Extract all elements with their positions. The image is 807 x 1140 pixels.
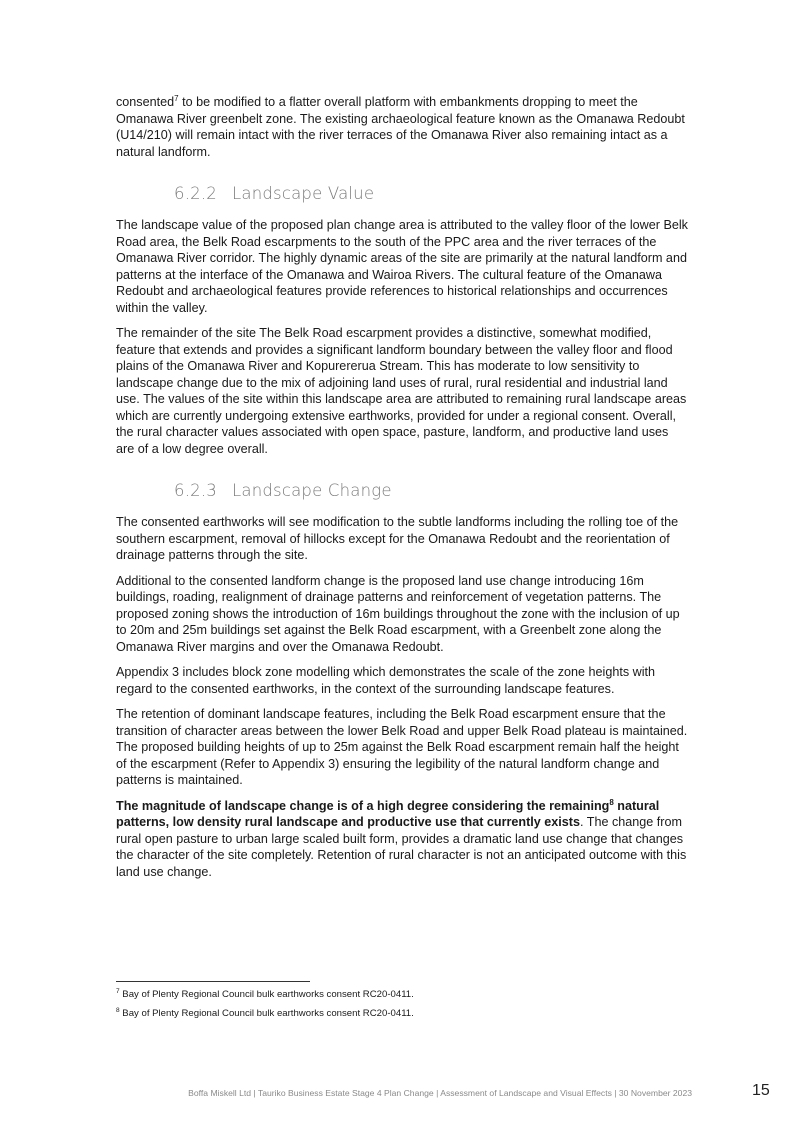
text-run: to be modified to a flatter overall platform with embankments dropping to meet the Omanawa River greenbelt zone. The existing archaeological feature known as the Omanawa Redoubt (U14/210) will remain intact with the river terraces of the Omanawa River also remaining intact as a natural landform. <box>116 95 685 159</box>
paragraph: Additional to the consented landform change is the proposed land use change introducing 16m buildings, roading, realignment of drainage patterns and reinforcement of vegetation patterns. The proposed zoning shows the introduction of 16m buildings throughout the zone with the inclusion of up to 20m and 25m buildings set against the Belk Road escarpment, with a Greenbelt zone along the Omanawa River margins and over the Omanawa Redoubt. <box>116 573 680 654</box>
footnote-text: Bay of Plenty Regional Council bulk earthworks consent RC20-0411. <box>119 989 414 1000</box>
section-number: 6.2.2 <box>174 184 217 203</box>
bold-statement: The magnitude of landscape change is of a high degree considering the remaining <box>116 798 610 813</box>
paragraph: The landscape value of the proposed plan change area is attributed to the valley floor of the lower Belk Road area, the Belk Road escarpments to the south of the PPC area and the river terraces of the Omanawa River corridor. The highly dynamic areas of the site are primarily at the natural landform and patterns at the interface of the Omanawa and Wairoa Rivers. The cultural feature of the Omanawa Redoubt and archaeological features provide references to historical relationships and occurrences within the valley. <box>116 218 688 315</box>
bold-statement: natural patterns, low density rural landscape and productive use that currently exists <box>116 798 660 829</box>
section-number: 6.2.3 <box>174 481 217 500</box>
footnote-divider <box>116 981 310 982</box>
paragraph: Appendix 3 includes block zone modelling which demonstrates the scale of the zone heights with regard to the consented earthworks, in the context of the surrounding landscape features. <box>116 665 656 696</box>
footnote-8 <box>116 1007 690 1020</box>
section-heading-6-2-3 <box>174 481 690 500</box>
intro-paragraph <box>116 94 690 160</box>
footnotes <box>116 988 690 1026</box>
footnote-7 <box>116 988 690 1001</box>
section-title: Landscape Change <box>232 481 392 500</box>
body-content <box>116 94 690 889</box>
paragraph: The retention of dominant landscape features, including the Belk Road escarpment ensure that the transition of character areas between the lower Belk Road and upper Belk Road plateau is maintained. The proposed building heights of up to 25m against the Belk Road escarpment remain half the height of the escarpment (Refer to Appendix 3) ensuring the legibility of the natural landform change and patterns is maintained. <box>116 707 688 787</box>
page-number: 15 <box>752 1082 770 1099</box>
footnote-number: 8 <box>116 1006 120 1014</box>
page-footer: Boffa Miskell Ltd | Tauriko Business Estate Stage 4 Plan Change | Assessment of Landscape and Visual Effects | 30 November 2023 <box>188 1088 692 1098</box>
footnote-ref-7[interactable]: 7 <box>174 93 179 103</box>
paragraph: The remainder of the site The Belk Road escarpment provides a distinctive, somewhat modified, feature that extends and provides a significant landform boundary between the valley floor and flood plains of the Omanawa River and Kopurererua Stream. This has moderate to low sensitivity to landscape change due to the mix of adjoining land uses of rural, rural residential and industrial land use. The values of the site within this landscape area are attributed to remaining rural landscape areas which are currently undergoing extensive earthworks, provided for under a regional consent. Overall, the rural character values associated with open space, pasture, landform, and productive land uses are of a low degree overall. <box>116 326 687 456</box>
text-run: consented <box>116 95 175 109</box>
section-title: Landscape Value <box>232 184 375 203</box>
paragraph: The consented earthworks will see modification to the subtle landforms including the rolling toe of the southern escarpment, removal of hillocks except for the Omanawa Redoubt and the reorientation of drainage patterns through the site. <box>116 515 679 562</box>
conclusion-paragraph <box>116 798 690 881</box>
footnote-number: 7 <box>116 987 120 995</box>
footnote-text: Bay of Plenty Regional Council bulk earthworks consent RC20-0411. <box>119 1008 414 1019</box>
footnote-ref-8[interactable]: 8 <box>609 797 614 807</box>
text-run: . The change from rural open pasture to urban large scaled built form, provides a dramatic land use change that changes the character of the site completely. Retention of rural character is not an anticipated outcome with this land use change. <box>116 815 687 879</box>
section-heading-6-2-2 <box>174 184 690 203</box>
